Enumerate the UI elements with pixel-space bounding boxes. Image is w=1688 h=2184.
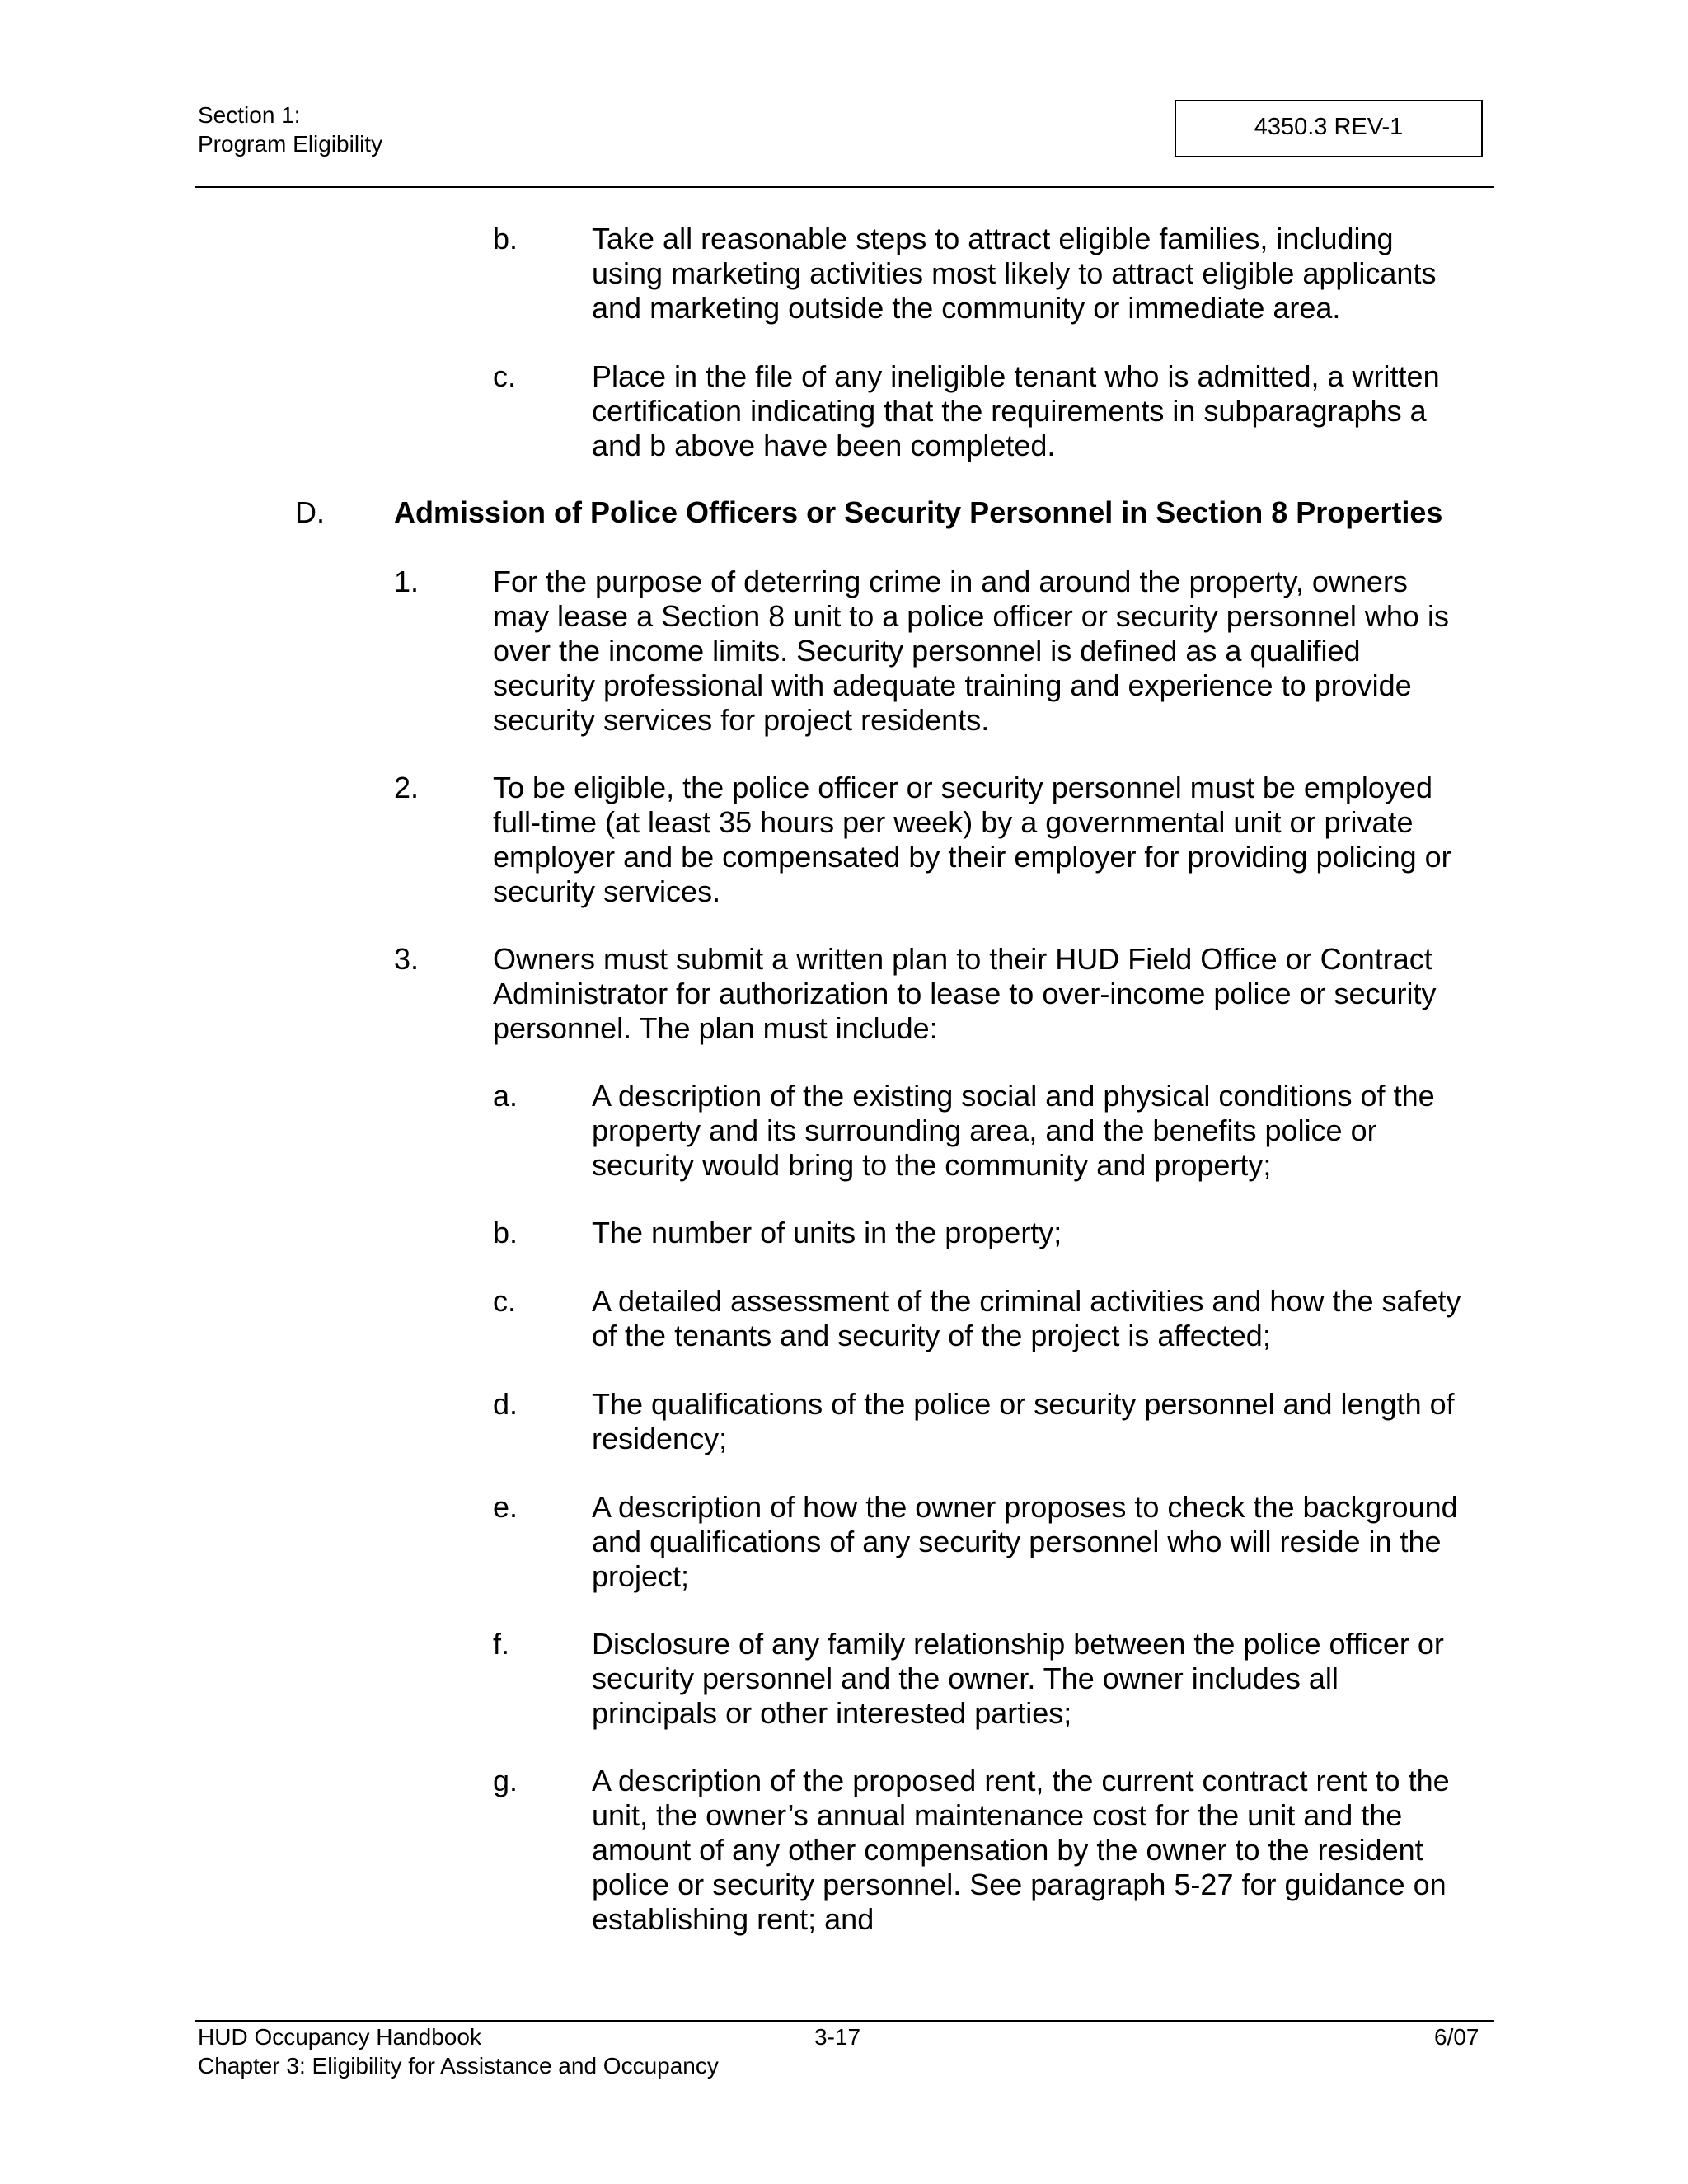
sub-paragraph-g — [592, 1764, 1450, 1937]
text-line: For the purpose of deterring crime in and around the property, owners — [493, 565, 1408, 598]
text-line: Administrator for authorization to lease to over-income police or security — [493, 977, 1437, 1010]
text-line: and b above have been completed. — [592, 429, 1056, 462]
text-line: A description of the existing social and physical conditions of the — [592, 1079, 1435, 1113]
footer-left — [198, 2022, 719, 2080]
text-line: may lease a Section 8 unit to a police officer or security personnel who is — [493, 599, 1449, 633]
text-line: The qualifications of the police or security personnel and length of — [592, 1387, 1455, 1421]
document-number: 4350.3 REV-1 — [1254, 114, 1404, 140]
header-rule — [195, 186, 1494, 188]
text-line: amount of any other compensation by the owner to the resident — [592, 1833, 1423, 1867]
paragraph-2 — [493, 771, 1451, 909]
text-line: principals or other interested parties; — [592, 1696, 1072, 1730]
text-line: employer and be compensated by their employer for providing policing or — [493, 840, 1451, 874]
text-line: establishing rent; and — [592, 1902, 874, 1936]
text-line: personnel. The plan must include: — [493, 1011, 938, 1045]
sub-marker-b: b. — [493, 1216, 518, 1249]
text-line: property and its surrounding area, and the benefits police or — [592, 1113, 1377, 1147]
text-line: residency; — [592, 1422, 728, 1455]
paragraph-3 — [493, 942, 1437, 1046]
footer-handbook-title: HUD Occupancy Handbook — [198, 2024, 481, 2050]
text-line: Take all reasonable steps to attract eligible families, including — [592, 222, 1394, 255]
text-line: unit, the owner’s annual maintenance cost for the unit and the — [592, 1798, 1403, 1832]
heading-text: Admission of Police Officers or Security Personnel in Section 8 Properties — [394, 495, 1443, 529]
text-line: police or security personnel. See paragraph 5-27 for guidance on — [592, 1868, 1447, 1901]
text-line: Owners must submit a written plan to their HUD Field Office or Contract — [493, 942, 1432, 976]
paragraph-b-top — [592, 222, 1436, 326]
text-line: security services. — [493, 874, 721, 908]
item-marker-1: 1. — [394, 565, 420, 598]
paragraph-1 — [493, 565, 1449, 738]
text-line: security services for project residents. — [493, 703, 990, 737]
sub-paragraph-f — [592, 1627, 1444, 1731]
text-line: security professional with adequate training and experience to provide — [493, 668, 1412, 702]
sub-paragraph-c — [592, 1284, 1461, 1353]
text-line: certification indicating that the requirements in subparagraphs a — [592, 394, 1427, 428]
text-line: and marketing outside the community or immediate area. — [592, 291, 1341, 325]
sub-paragraph-e — [592, 1490, 1458, 1594]
text-line: project; — [592, 1559, 690, 1593]
sub-marker-c: c. — [493, 1284, 517, 1318]
item-marker-c-top: c. — [493, 359, 517, 393]
item-marker-3: 3. — [394, 942, 420, 976]
text-line: Place in the file of any ineligible tenant who is admitted, a written — [592, 359, 1440, 393]
text-line: The number of units in the property; — [592, 1216, 1062, 1249]
text-line: A description of the proposed rent, the current contract rent to the — [592, 1764, 1450, 1797]
footer-chapter-title: Chapter 3: Eligibility for Assistance and Occupancy — [198, 2053, 719, 2079]
text-line: security personnel and the owner. The owner includes all — [592, 1661, 1339, 1695]
header-section-label — [198, 101, 382, 158]
text-line: and qualifications of any security personnel who will reside in the — [592, 1525, 1442, 1558]
document-number-box — [1175, 100, 1483, 157]
footer-rule — [195, 2020, 1494, 2022]
sub-marker-g: g. — [493, 1764, 518, 1797]
header-section-title: Program Eligibility — [198, 131, 383, 157]
sub-paragraph-d — [592, 1387, 1455, 1456]
sub-paragraph-a — [592, 1079, 1435, 1183]
sub-marker-f: f. — [493, 1627, 510, 1661]
sub-marker-d: d. — [493, 1387, 518, 1421]
section-heading-d — [394, 495, 1442, 530]
text-line: Disclosure of any family relationship between the police officer or — [592, 1627, 1444, 1661]
text-line: security would bring to the community and property; — [592, 1148, 1272, 1182]
sub-marker-e: e. — [493, 1490, 518, 1524]
section-marker-d: D. — [295, 495, 325, 529]
text-line: A detailed assessment of the criminal activities and how the safety — [592, 1284, 1461, 1318]
text-line: To be eligible, the police officer or security personnel must be employed — [493, 771, 1432, 804]
header-section-number: Section 1: — [198, 102, 301, 128]
text-line: of the tenants and security of the project is affected; — [592, 1319, 1271, 1352]
sub-marker-a: a. — [493, 1079, 518, 1113]
footer-date: 6/07 — [1434, 2024, 1479, 2050]
item-marker-b-top: b. — [493, 222, 518, 255]
paragraph-c-top — [592, 359, 1440, 463]
item-marker-2: 2. — [394, 771, 420, 804]
sub-paragraph-b — [592, 1216, 1062, 1250]
footer-page-number: 3-17 — [814, 2024, 861, 2050]
text-line: full-time (at least 35 hours per week) by a governmental unit or private — [493, 805, 1414, 839]
text-line: over the income limits. Security personnel is defined as a qualified — [493, 634, 1361, 668]
text-line: using marketing activities most likely to attract eligible applicants — [592, 256, 1437, 290]
text-line: A description of how the owner proposes to check the background — [592, 1490, 1458, 1524]
